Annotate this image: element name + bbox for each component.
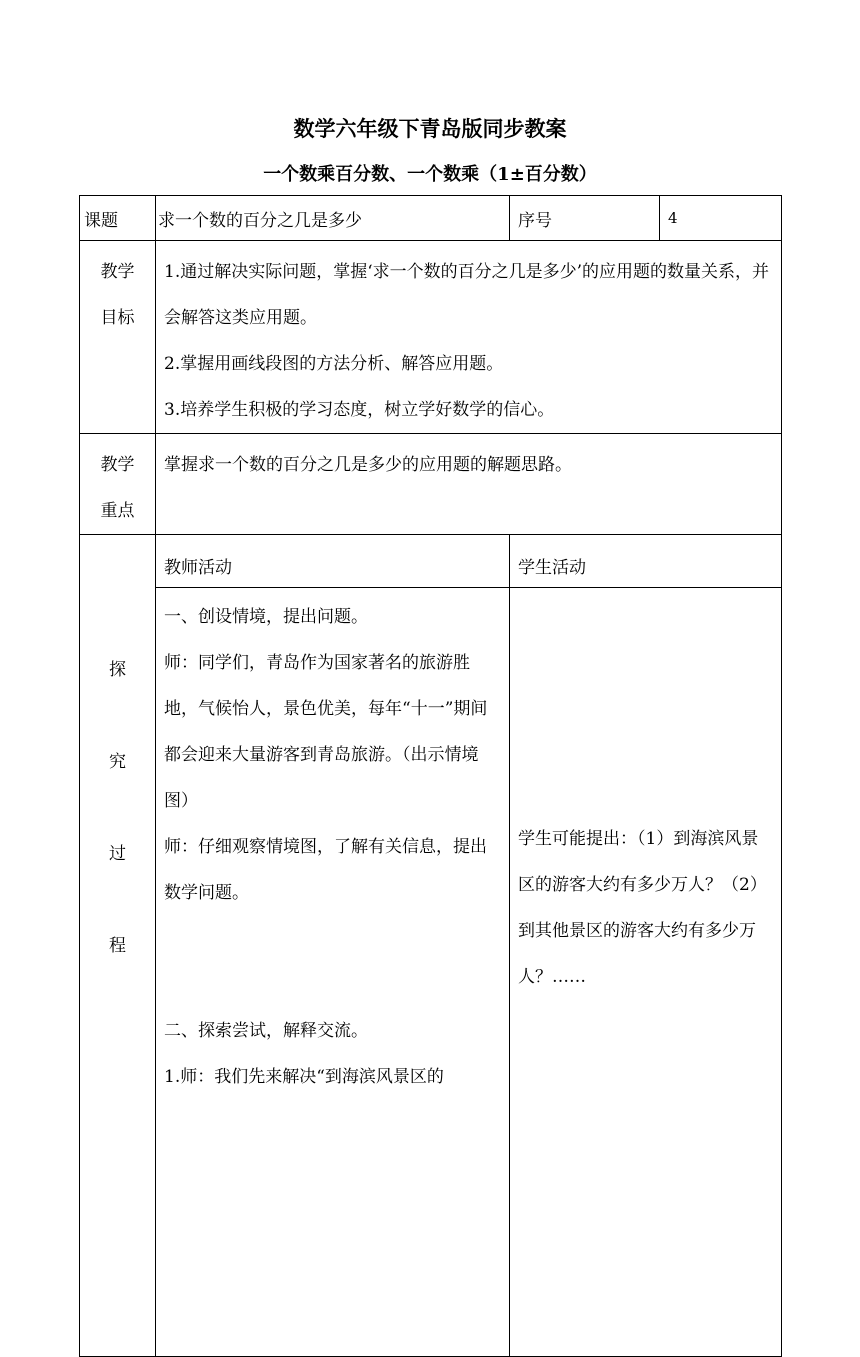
topic-value: 求一个数的百分之几是多少 — [156, 196, 510, 241]
row-activity-headers — [80, 535, 782, 588]
teacher-para-3: 师：仔细观察情境图，了解有关信息，提出数学问题。 — [164, 837, 487, 903]
seq-label: 序号 — [510, 196, 660, 241]
focus-content: 掌握求一个数的百分之几是多少的应用题的解题思路。 — [156, 434, 782, 535]
process-label — [80, 535, 156, 1357]
row-focus — [80, 434, 782, 535]
teacher-para-5: 1.师：我们先来解决“到海滨风景区的 — [164, 1067, 444, 1087]
teacher-activity-content — [156, 588, 510, 1357]
lesson-plan-table — [79, 195, 782, 1357]
process-label-char-4: 程 — [109, 936, 126, 956]
goal-item-2: 2.掌握用画线段图的方法分析、解答应用题。 — [164, 354, 504, 374]
teacher-para-2: 师：同学们，青岛作为国家著名的旅游胜地，气候怡人，景色优美，每年“十一”期间都会迎来大量游客到青岛旅游。（出示情境图） — [164, 653, 488, 811]
topic-label: 课题 — [80, 196, 156, 241]
row-topic — [80, 196, 782, 241]
process-label-char-3: 过 — [109, 844, 126, 864]
teacher-activity-header: 教师活动 — [156, 535, 510, 588]
goal-item-3: 3.培养学生积极的学习态度，树立学好数学的信心。 — [164, 400, 555, 420]
teacher-gap — [164, 916, 503, 1008]
process-label-char-2: 究 — [109, 752, 126, 772]
goals-content — [156, 241, 782, 434]
document-subtitle: 一个数乘百分数、一个数乘（1±百分数） — [263, 164, 597, 185]
process-label-char-1: 探 — [109, 660, 126, 680]
focus-label — [80, 434, 156, 535]
goals-label-line2: 目标 — [100, 308, 135, 328]
goals-label-line1: 教学 — [100, 262, 135, 282]
teacher-para-4: 二、探索尝试，解释交流。 — [164, 1021, 368, 1041]
student-activity-content: 学生可能提出：（1）到海滨风景区的游客大约有多少万人？（2）到其他景区的游客大约有多少万人？…… — [510, 588, 782, 1357]
teacher-para-1: 一、创设情境，提出问题。 — [164, 607, 368, 627]
goals-label — [80, 241, 156, 434]
student-activity-header: 学生活动 — [510, 535, 782, 588]
focus-label-line2: 重点 — [100, 501, 135, 521]
row-activities — [80, 588, 782, 1357]
seq-value: 4 — [660, 196, 782, 241]
goal-item-1: 1.通过解决实际问题，掌握‘求一个数的百分之几是多少’的应用题的数量关系，并会解答这类应用题。 — [164, 262, 770, 328]
focus-label-line1: 教学 — [100, 455, 135, 475]
document-title: 数学六年级下青岛版同步教案 — [293, 116, 567, 141]
row-goals — [80, 241, 782, 434]
